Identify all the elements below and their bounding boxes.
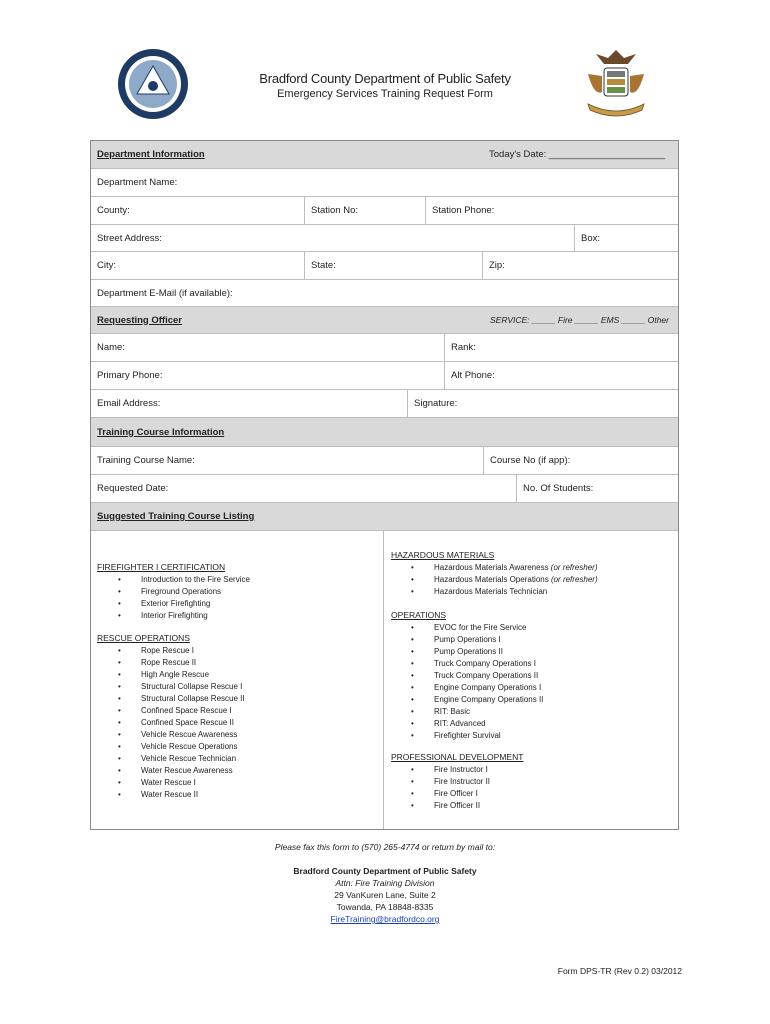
requested-date-row	[91, 475, 678, 503]
officer-email-row	[91, 390, 678, 418]
bullet-icon: •	[118, 587, 121, 596]
bullet-icon: •	[411, 695, 414, 704]
bullet-icon: •	[118, 646, 121, 655]
listing-section-header	[91, 503, 678, 531]
signature-field[interactable]: Signature:	[414, 398, 458, 409]
department-section-header	[91, 141, 678, 169]
street-address-field[interactable]: Street Address:	[97, 232, 162, 244]
bullet-icon: •	[411, 635, 414, 644]
bullet-icon: •	[118, 658, 121, 667]
bullet-icon: •	[118, 670, 121, 679]
mail-street: 29 VanKuren Lane, Suite 2	[334, 890, 436, 900]
students-field[interactable]: No. Of Students:	[523, 483, 594, 494]
department-name-row	[91, 169, 678, 197]
bullet-icon: •	[118, 706, 121, 715]
bullet-icon: •	[411, 683, 414, 692]
officer-name-row	[91, 334, 678, 362]
city-row	[91, 252, 678, 280]
page-subtitle: Emergency Services Training Request Form	[277, 88, 493, 100]
bullet-icon: •	[411, 789, 414, 798]
officer-email-field[interactable]: Email Address:	[97, 398, 161, 409]
primary-phone-field[interactable]: Primary Phone:	[97, 370, 163, 381]
bullet-icon: •	[118, 790, 121, 799]
bullet-icon: •	[118, 730, 121, 739]
form-revision-code: Form DPS-TR (Rev 0.2) 03/2012	[557, 966, 682, 976]
bullet-icon: •	[411, 659, 414, 668]
course-section-header	[91, 418, 678, 447]
phone-row	[91, 362, 678, 390]
bullet-icon: •	[118, 742, 121, 751]
officer-section-header	[91, 307, 678, 334]
city-field[interactable]: City:	[97, 260, 116, 271]
bullet-icon: •	[411, 731, 414, 740]
mail-attn: Attn: Fire Training Division	[335, 878, 435, 888]
bullet-icon: •	[118, 599, 121, 608]
training-request-form	[90, 140, 679, 830]
mail-org: Bradford County Department of Public Safety	[293, 866, 477, 876]
county-row	[91, 197, 678, 225]
page-title: Bradford County Department of Public Safety	[259, 71, 511, 86]
bullet-icon: •	[411, 777, 414, 786]
bullet-icon: •	[411, 671, 414, 680]
course-name-row	[91, 447, 678, 475]
course-group-title: PROFESSIONAL DEVELOPMENT	[391, 752, 524, 762]
bullet-icon: •	[118, 778, 121, 787]
rank-field[interactable]: Rank:	[451, 342, 476, 353]
bullet-icon: •	[411, 647, 414, 656]
station-phone-field[interactable]: Station Phone:	[432, 205, 495, 216]
course-group-title: OPERATIONS	[391, 610, 447, 620]
bullet-icon: •	[411, 765, 414, 774]
state-field[interactable]: State:	[311, 260, 336, 271]
bullet-icon: •	[411, 801, 414, 810]
bullet-icon: •	[411, 719, 414, 728]
department-email-field[interactable]: Department E-Mail (if available):	[97, 287, 233, 299]
course-group-title: RESCUE OPERATIONS	[97, 633, 190, 643]
bullet-icon: •	[118, 766, 121, 775]
fax-instructions: Please fax this form to (570) 265-4774 or return by mail to:	[274, 842, 496, 852]
department-section-label: Department Information	[97, 149, 205, 160]
mail-city: Towanda, PA 18848-8335	[336, 902, 434, 912]
course-group-title: HAZARDOUS MATERIALS	[391, 550, 495, 560]
course-section-label: Training Course Information	[97, 426, 225, 438]
bullet-icon: •	[411, 563, 414, 572]
bullet-icon: •	[118, 718, 121, 727]
bullet-icon: •	[118, 575, 121, 584]
station-no-field[interactable]: Station No:	[311, 205, 358, 216]
street-row	[91, 225, 678, 252]
department-email-row	[91, 280, 678, 307]
box-field[interactable]: Box:	[581, 232, 601, 244]
course-group-title: FIREFIGHTER I CERTIFICATION	[97, 562, 226, 572]
course-name-field[interactable]: Training Course Name:	[97, 455, 195, 466]
contact-email-link[interactable]: FireTraining@bradfordco.org	[330, 914, 440, 924]
department-name-field[interactable]: Department Name:	[97, 177, 178, 188]
course-no-field[interactable]: Course No (if app):	[490, 455, 571, 466]
bullet-icon: •	[411, 587, 414, 596]
bullet-icon: •	[118, 694, 121, 703]
listing-section-label: Suggested Training Course Listing	[97, 511, 255, 522]
bullet-icon: •	[411, 575, 414, 584]
bullet-icon: •	[411, 623, 414, 632]
officer-name-field[interactable]: Name:	[97, 342, 125, 353]
bullet-icon: •	[118, 682, 121, 691]
bullet-icon: •	[411, 707, 414, 716]
requested-date-field[interactable]: Requested Date:	[97, 483, 169, 494]
alt-phone-field[interactable]: Alt Phone:	[451, 370, 495, 381]
course-listing: FIREFIGHTER I CERTIFICATION • Introduction to the Fire Service • Fireground Operations • Exterior Firefighting • Interior Firefighting RESCUE OPERATIONS • Rope Rescue I • Rope Rescue II • High Angle Rescue • Structural Collapse Rescue I • Structural Collapse Rescue II • Confined Space Rescue I • Confined Space Rescue II • Vehicle Rescue Awareness • Vehicle Rescue Operations • Vehicle Rescue Technician • Water Rescue Awareness • Water Rescue I • Water Rescue II HAZARDOUS MATERIALS • Hazardous Materials Awareness (or refresher) • Hazardous Materials Operations (or refresher) • Hazardous Materials Technician OPERATIONS • EVOC for the Fire Service • Pump Operations I • Pump Operations II • Truck Company Operations I • Truck Company Operations II • Engine Company Operations I • Engine Company Operations II • RIT: Basic • RIT: Advanced • Firefighter Survival PROFESSIONAL DEVELOPMENT • Fire Instructor I • Fire Instructor II • Fire Officer I • Fire Officer II	[91, 531, 678, 829]
service-type-line[interactable]: SERVICE: _____ Fire _____ EMS _____ Other	[490, 315, 669, 325]
zip-field[interactable]: Zip:	[489, 260, 505, 271]
bullet-icon: •	[118, 611, 121, 620]
todays-date-field[interactable]: Today's Date: ______________________	[489, 149, 666, 160]
bullet-icon: •	[118, 754, 121, 763]
officer-section-label: Requesting Officer	[97, 314, 182, 326]
county-field[interactable]: County:	[97, 205, 130, 216]
